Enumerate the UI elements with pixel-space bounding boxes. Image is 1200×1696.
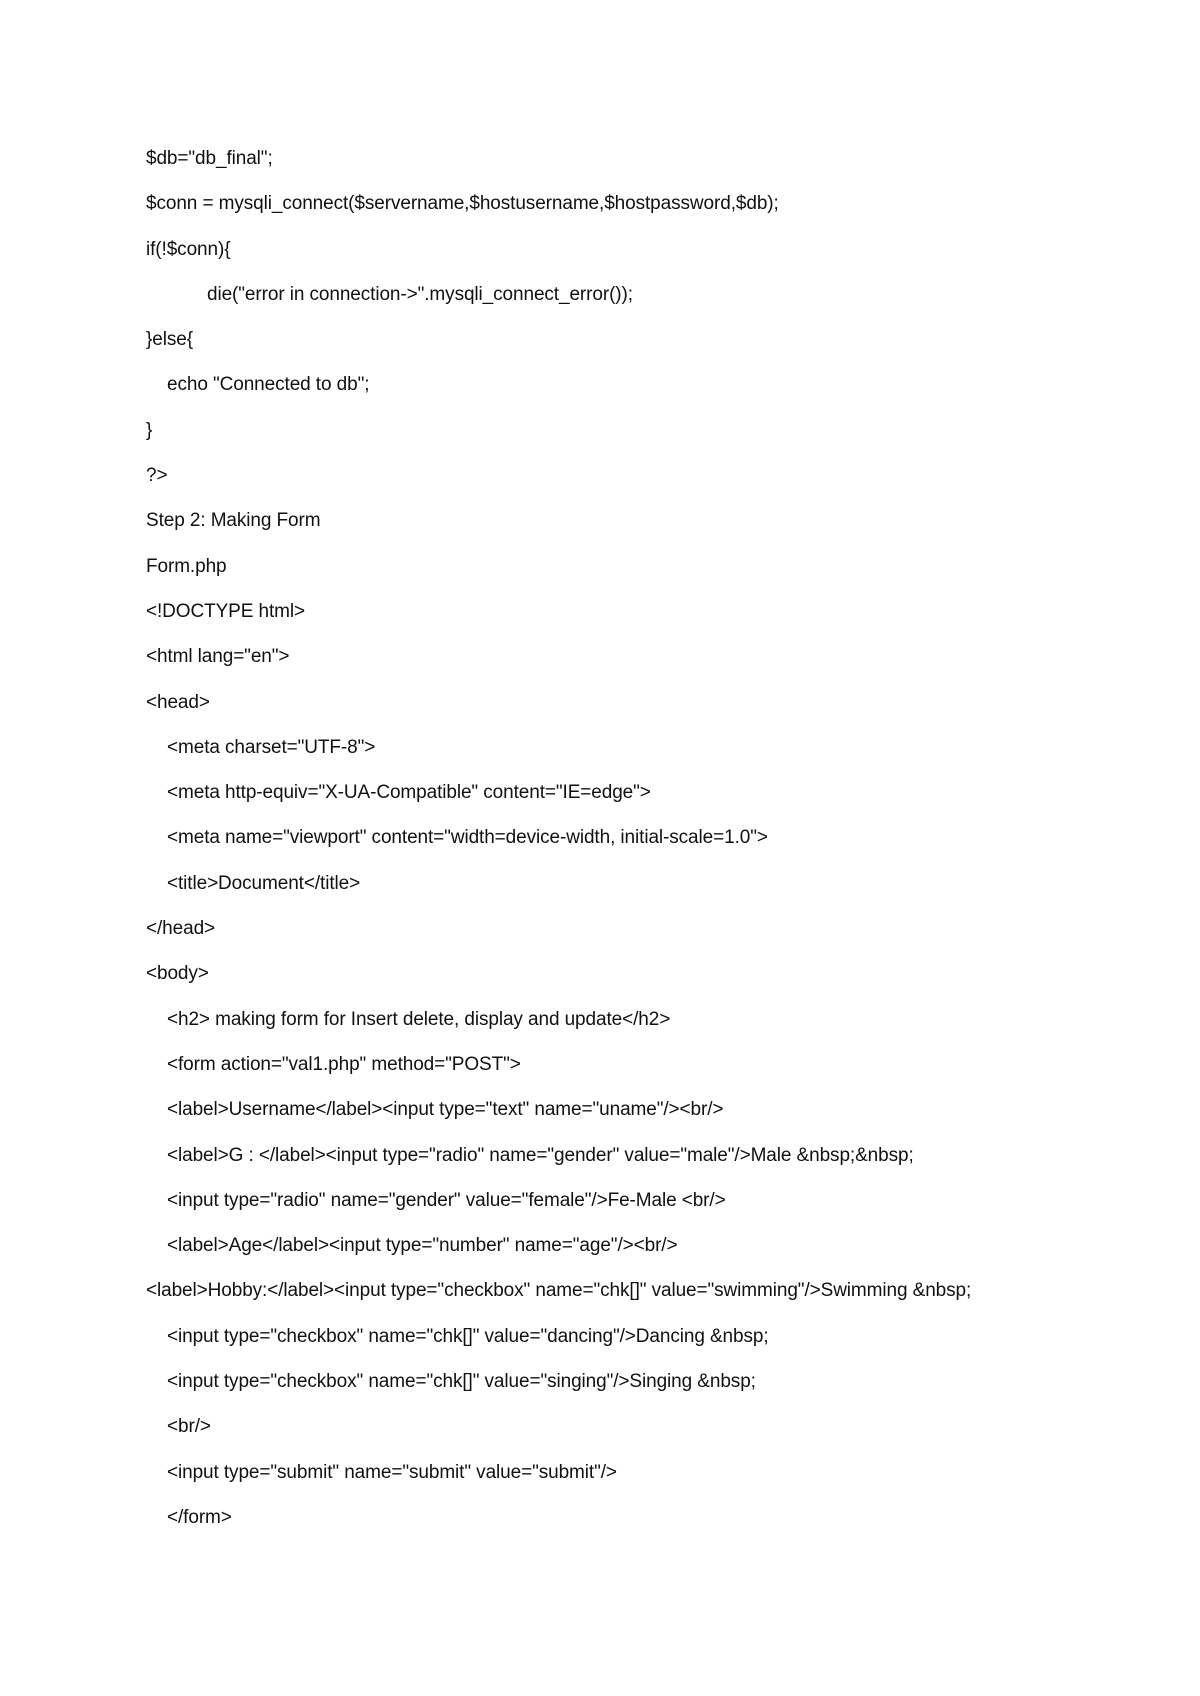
code-line: </head>: [146, 918, 216, 940]
code-line: <input type="checkbox" name="chk[]" value="singing"/>Singing &nbsp;: [167, 1371, 756, 1393]
code-line: $db="db_final";: [146, 148, 273, 169]
code-line: <input type="submit" name="submit" value="submit"/>: [167, 1461, 617, 1483]
code-line: ?>: [146, 465, 168, 487]
code-line: <form action="val1.php" method="POST">: [167, 1053, 521, 1075]
code-line: <!DOCTYPE html>: [146, 600, 305, 622]
code-line: <label>G : </label><input type="radio" name="gender" value="male"/>Male &nbsp;&nbsp;: [167, 1144, 914, 1166]
code-listing: [146, 147, 1146, 1551]
code-line: <meta name="viewport" content="width=device-width, initial-scale=1.0">: [167, 827, 768, 849]
code-line: die("error in connection->".mysqli_connect_error());: [207, 283, 633, 305]
section-heading: Step 2: Making Form: [146, 510, 321, 532]
code-line: <title>Document</title>: [167, 872, 361, 894]
code-line: <meta charset="UTF-8">: [167, 736, 376, 758]
code-line: <h2> making form for Insert delete, display and update</h2>: [167, 1008, 671, 1030]
code-line: if(!$conn){: [146, 238, 231, 260]
code-line: }: [146, 419, 153, 441]
code-line: <meta http-equiv="X-UA-Compatible" content="IE=edge">: [167, 782, 651, 804]
file-name: Form.php: [146, 555, 227, 577]
code-line: <label>Username</label><input type="text" name="uname"/><br/>: [167, 1099, 724, 1121]
code-line: echo "Connected to db";: [167, 374, 370, 396]
code-line: <body>: [146, 963, 209, 985]
code-line: <br/>: [167, 1416, 211, 1438]
code-line: <label>Hobby:</label><input type="checkbox" name="chk[]" value="swimming"/>Swimming &nbsp;: [146, 1280, 972, 1302]
code-line: <head>: [146, 691, 210, 713]
code-line: <html lang="en">: [146, 646, 290, 668]
code-line: <input type="checkbox" name="chk[]" value="dancing"/>Dancing &nbsp;: [167, 1325, 769, 1347]
code-line: <label>Age</label><input type="number" name="age"/><br/>: [167, 1235, 678, 1257]
code-line: </form>: [167, 1506, 232, 1528]
code-line: $conn = mysqli_connect($servername,$hostusername,$hostpassword,$db);: [146, 193, 779, 215]
code-line: <input type="radio" name="gender" value="female"/>Fe-Male <br/>: [167, 1189, 726, 1211]
code-line: }else{: [146, 329, 193, 351]
